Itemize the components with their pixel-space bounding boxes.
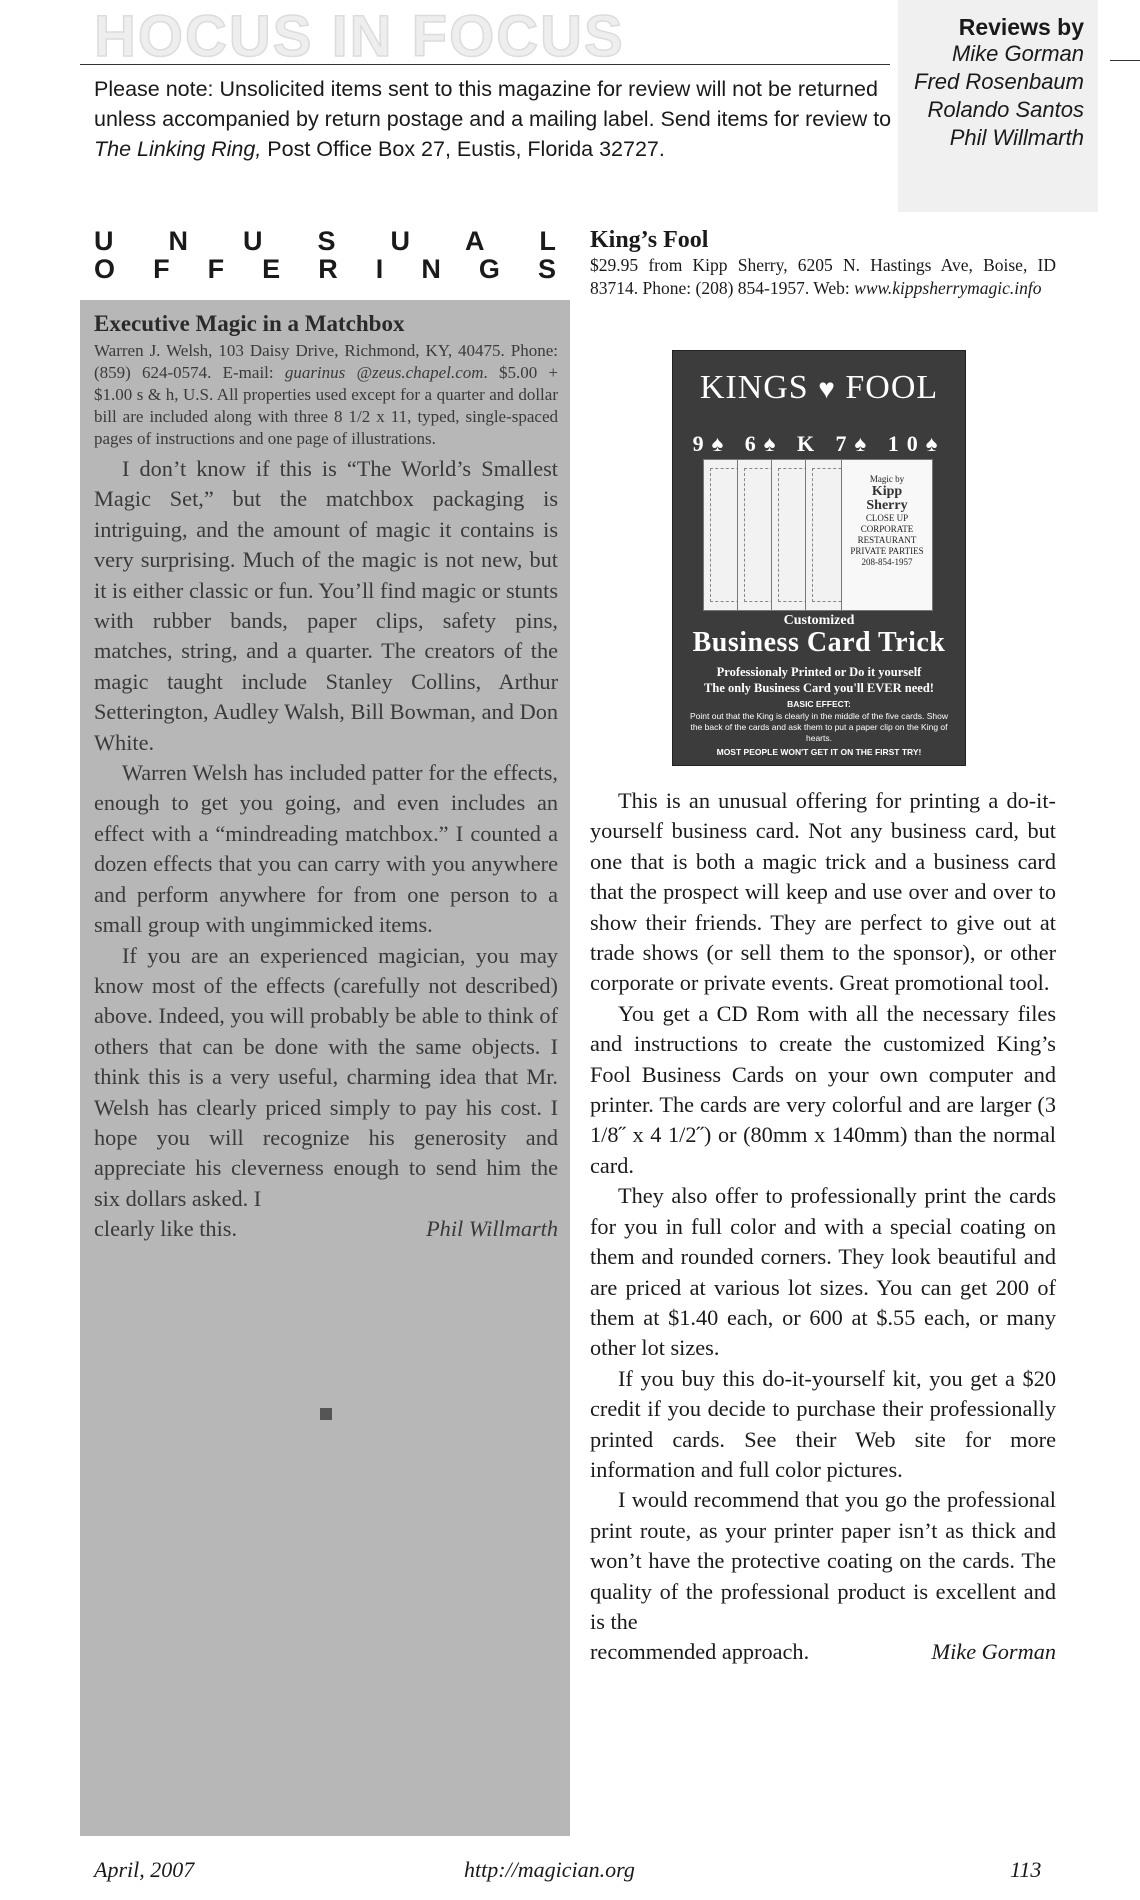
heading-letter: N [168,226,188,256]
front-name: Kipp [871,484,903,499]
heading-letter: I [375,254,384,284]
review-paragraph: If you are an experienced magician, you may know most of the effects (carefully not described) above. Indeed, you will probably be able to think of others that can be done with the same objects. I think this is a very useful, charming idea that Mr. Welsh has clearly priced simply to pay his cost. I hope you will recognize his generosity and appreciate his cleverness enough to send him the six dollars asked. I [94,942,558,1211]
card-effect-text: Point out that the King is clearly in the middle of the five cards. Show the back of the cards and ask them to put a paper clip on the King of hearts. [690,711,948,743]
magazine-name: The Linking Ring, [94,137,262,161]
card-line: The only Business Card you'll EVER need! [704,681,934,695]
review-paragraph: Warren Welsh has included patter for the effects, enough to get you going, and even includes an effect with a “mindreading matchbox.” I counted a dozen effects that you can carry with you anywhere and perform anywhere for from one person to a small group with ungimmicked items. [94,760,558,938]
heading-letter: E [262,254,281,284]
card-basic-effect: BASIC EFFECT: [787,699,851,709]
footer-date: April, 2007 [94,1857,195,1882]
review-paragraph: They also offer to professionally print the cards for you in full color and with a special coating on them and rounded corners. They look beautiful and are priced at various lot sizes. You can get 200 of them at $1.40 each, or 600 at $.55 each, or many other lot sizes. [590,1183,1056,1361]
heading-letter: O [94,254,116,284]
reviewer-byline: Phil Willmarth [426,1216,558,1242]
page-number: 113 [1010,1857,1042,1882]
product-image [672,350,966,766]
business-card-front [841,459,933,611]
email-address: guarinus @zeus.chapel.com [284,363,484,382]
card-title-left: KINGS [699,369,809,406]
submission-notice [94,74,894,164]
review-title: King’s Fool [590,227,709,253]
card-customized: Customized [783,613,855,628]
reviews-title: Reviews by [958,14,1084,40]
front-line: CORPORATE RESTAURANT PRIVATE PARTIES [850,524,924,556]
heading-letter: F [207,254,225,284]
header-rule-right [1110,60,1140,61]
heading-letter: S [537,254,556,284]
review-details [94,340,558,450]
reviewer-name: Rolando Santos [927,97,1084,122]
heading-letter: U [94,226,114,256]
kings-fool-review [590,226,1056,300]
matchbox-review [94,310,558,1245]
website-url: www.kippsherrymagic.info [854,278,1042,298]
front-line: CLOSE UP [865,513,909,523]
front-phone: 208-854-1957 [861,557,913,567]
reviewer-byline: Mike Gorman [931,1639,1056,1665]
card-closing: MOST PEOPLE WON'T GET IT ON THE FIRST TRY! [716,747,922,757]
details-text: $29.95 from Kipp Sherry, 6205 N. Hastings Ave, Boise, ID 83714. Phone: (208) 854-1957. Web: [590,255,1056,298]
section-banner: HOCUS IN FOCUS [94,4,625,69]
heading-letter: U [242,226,263,256]
review-title: Executive Magic in a Matchbox [94,311,405,336]
card-indices: 9♠ 6♠ K 7♠ 10♠ [692,431,946,456]
front-name: Sherry [866,498,908,513]
card-title [673,369,965,407]
kings-fool-body [590,786,1056,1668]
front-line: Magic by [869,474,905,484]
heading-letter: F [153,254,170,284]
section-heading-line2 [94,254,556,284]
card-headline: Business Card Trick [692,627,946,658]
heading-letter: R [318,254,338,284]
footer-url[interactable]: http://magician.org [464,1857,635,1882]
heading-letter: S [317,226,336,256]
notice-address: Post Office Box 27, Eustis, Florida 32727. [261,137,665,161]
heading-letter: A [464,226,485,256]
reviewers-box [898,0,1098,212]
section-heading-line1 [94,226,556,256]
review-closing-line [94,1214,558,1244]
card-line: Professionaly Printed or Do it yourself [716,665,922,679]
review-last-line: clearly like this. [94,1216,238,1242]
reviewer-list [914,40,1084,152]
review-paragraph: This is an unusual offering for printing a do-it-yourself business card. Not any business card, but one that is both a magic trick and a business card that the prospect will keep and use over and over to show their friends. They are perfect to give out at trade shows (or sell them to the sponsor), or other corporate or private events. Great promotional tool. [590,788,1056,996]
review-last-line: recommended approach. [590,1639,810,1665]
review-paragraph: I don’t know if this is “The World’s Smallest Magic Set,” but the matchbox packaging is intriguing, and the amount of magic it contains is very surprising. Much of the magic is not new, but it is either classic or fun. You’ll find magic or stunts with rubber bands, paper clips, safety pins, matches, string, and a quarter. The creators of the magic taught include Stanley Collins, Arthur Setterington, Audley Walsh, Bill Bowman, and Don White. [94,456,558,755]
reviewer-name: Phil Willmarth [949,125,1084,150]
heading-letter: L [539,226,556,256]
review-paragraph: You get a CD Rom with all the necessary files and instructions to create the customized King’s Fool Business Cards on your own computer and printer. The cards are very colorful and are larger (3 1/8˝ x 4 1/2˝) or (80mm x 140mm) than the normal card. [590,1000,1056,1178]
review-closing-line [590,1637,1056,1667]
notice-text: Please note: Unsolicited items sent to this magazine for review will not be returned unless accompanied by return postage and a mailing label. Send items for review to [94,77,892,131]
review-details [590,254,1056,300]
review-paragraph: If you buy this do-it-yourself kit, you get a $20 credit if you decide to purchase their professionally printed cards. See their Web site for more information and full color pictures. [590,1365,1056,1482]
details-text: Warren J. Welsh, 103 Daisy Drive, Richmond, KY, 40475. Phone: (859) 624-0574. E-mail: [94,341,558,382]
reviewer-name: Fred Rosenbaum [914,69,1084,94]
heart-icon: ♥ [818,374,836,405]
details-text-continued: . $5.00 + $1.00 s & h, U.S. All properties used except for a quarter and dollar bill are included along with three 8 1/2 x 11, typed, single-spaced pages of instructions and one page of illustrations. [94,363,558,448]
reviewer-name: Mike Gorman [951,41,1084,66]
review-paragraph: I would recommend that you go the professional print route, as your printer paper isn’t as thick and won’t have the protective coating on the cards. The quality of the professional product is excellent and is the [590,1487,1056,1634]
heading-letter: G [478,254,500,284]
heading-letter: N [421,254,441,284]
card-title-right: FOOL [845,369,939,406]
header-rule [80,64,890,65]
end-mark [320,1408,332,1420]
heading-letter: U [390,226,410,256]
